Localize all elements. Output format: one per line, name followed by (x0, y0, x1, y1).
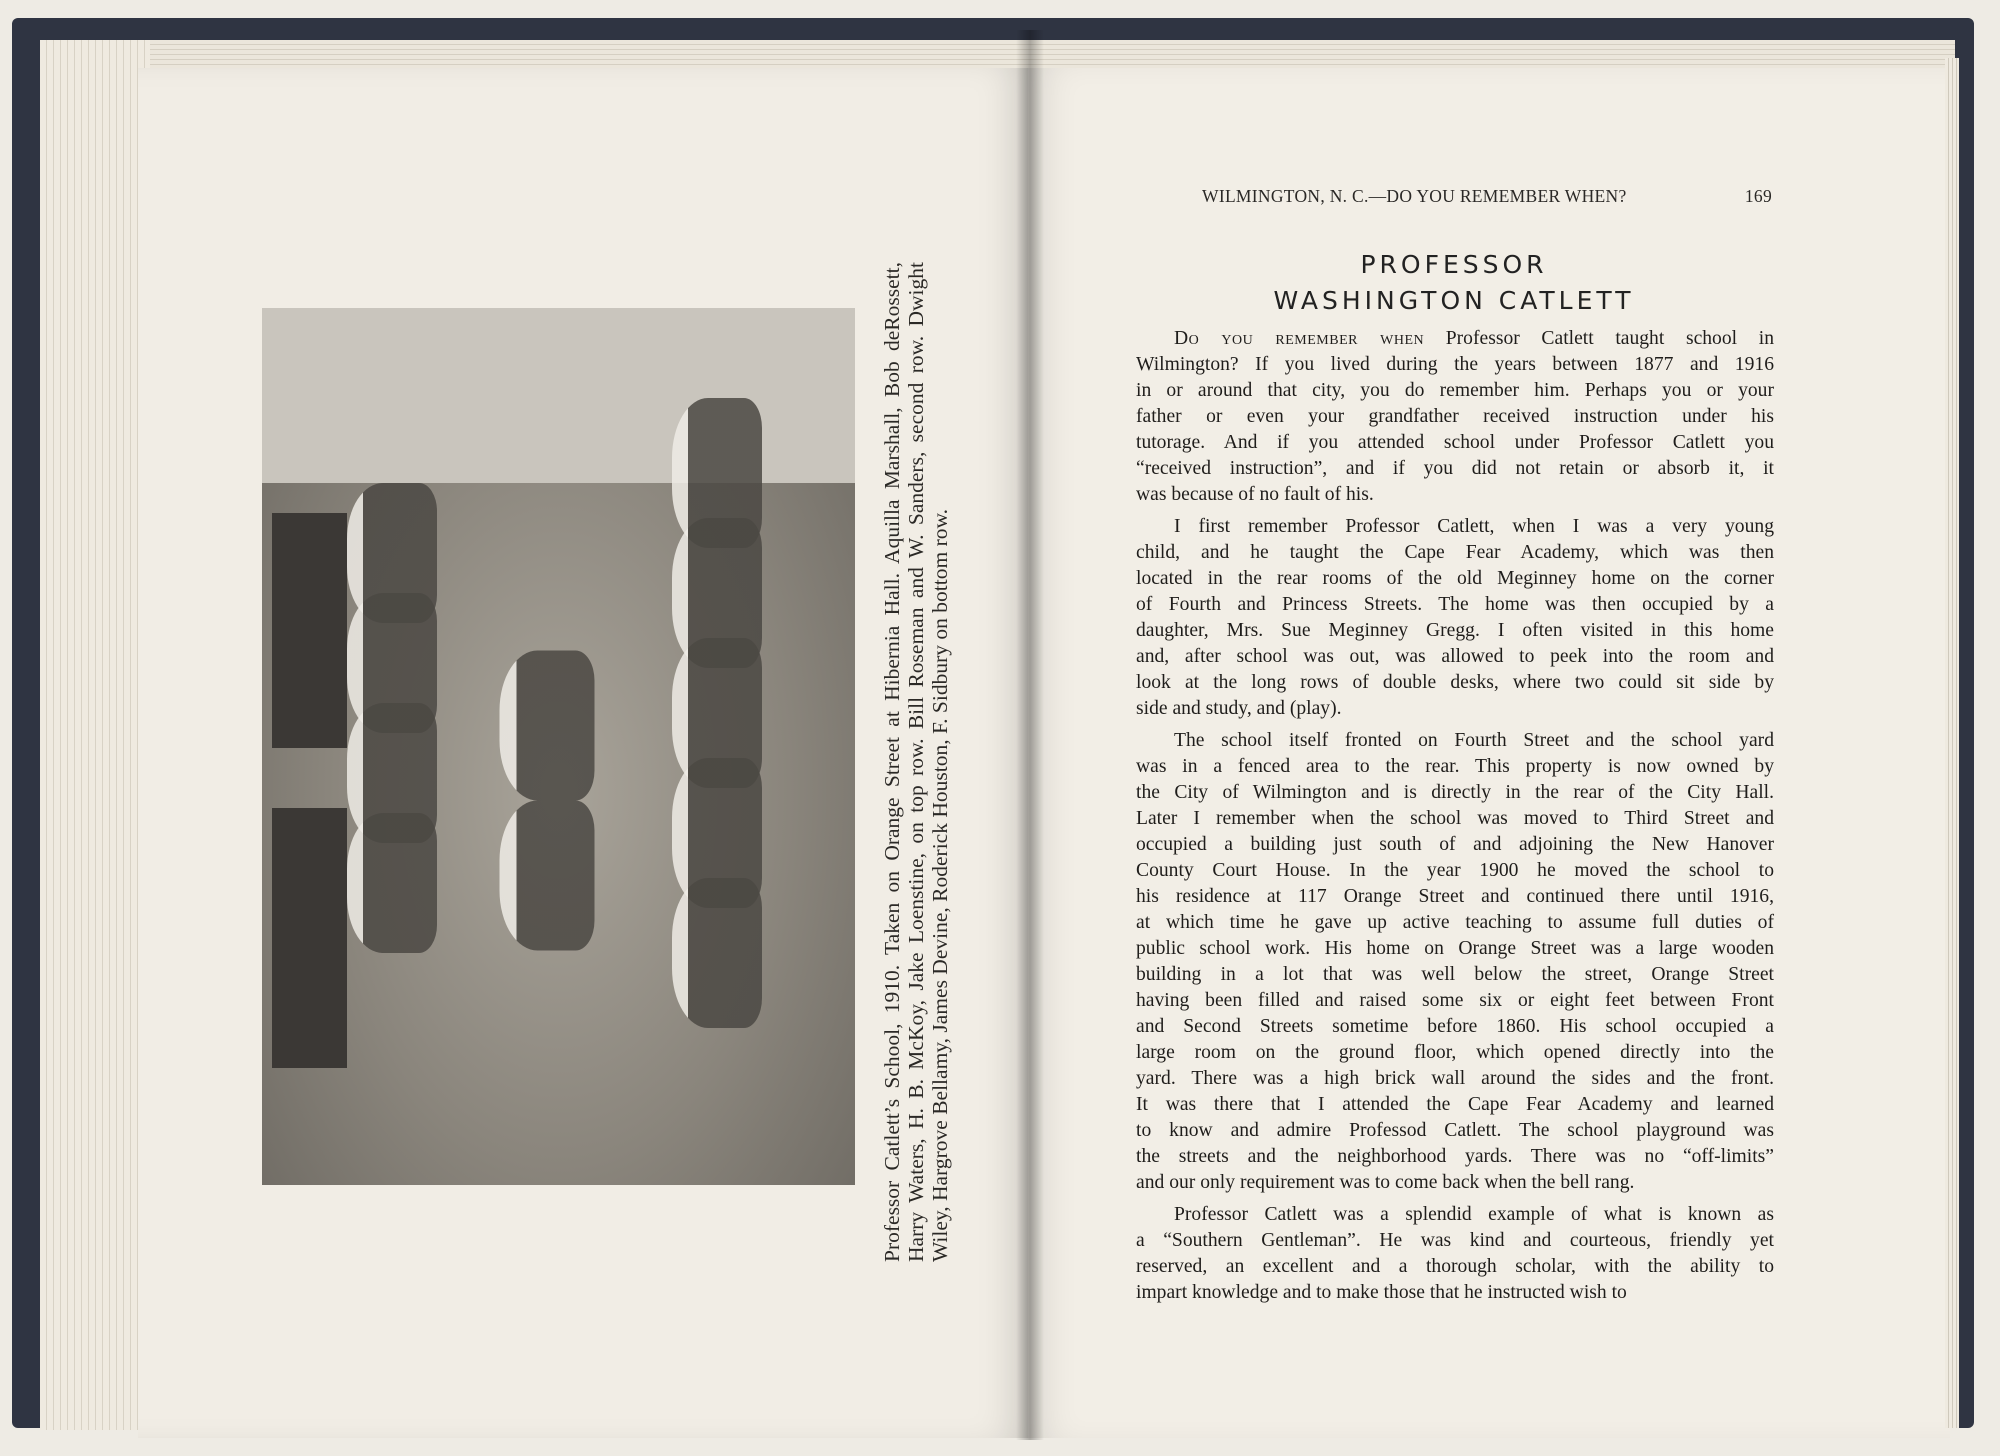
text-line-content: County Court House. In the year 1900 he moved the school to (1136, 860, 1774, 881)
text-line (1136, 988, 1774, 1014)
photo-figure (500, 801, 595, 951)
text-line-content: the streets and the neighborhood yards. There was no “off-limits” (1136, 1146, 1774, 1167)
text-line (1136, 832, 1774, 858)
text-line (1136, 1092, 1774, 1118)
chapter-title-line: WASHINGTON CATLETT (1273, 286, 1635, 315)
paragraph (1136, 326, 1774, 508)
text-line-content: the City of Wilmington and is directly in the rear of the City Hall. (1136, 782, 1774, 803)
text-line-content: located in the rear rooms of the old Meginney home on the corner (1136, 568, 1774, 589)
body-text (1136, 326, 1774, 1312)
text-line-content: was in a fenced area to the rear. This property is now owned by (1136, 756, 1774, 777)
page-number: 169 (1744, 186, 1772, 206)
running-head-title: WILMINGTON, N. C.—DO YOU REMEMBER WHEN? (1202, 186, 1627, 206)
text-line-content: Professor Catlett taught school in (1424, 328, 1774, 349)
text-line (1136, 780, 1774, 806)
caption-line: Wiley, Hargrove Bellamy, James Devine, Roderick Houston, F. Sidbury on bottom row. (928, 509, 952, 1262)
text-line-content: having been filled and raised some six or eight feet between Front (1136, 990, 1774, 1011)
photo-figure (500, 651, 595, 801)
running-head (1202, 186, 1772, 207)
photo-wall (262, 308, 855, 483)
text-line (1136, 1202, 1774, 1228)
text-line-content: impart knowledge and to make those that he instructed wish to (1136, 1282, 1627, 1303)
chapter-title (1136, 247, 1772, 319)
text-line-content: large room on the ground floor, which opened directly into the (1136, 1042, 1774, 1063)
text-line-content: side and study, and (play). (1136, 698, 1342, 719)
text-line-content: child, and he taught the Cape Fear Academy, which was then (1136, 542, 1774, 563)
text-line (1136, 754, 1774, 780)
text-line-content: his residence at 117 Orange Street and continued there until 1916, (1136, 886, 1774, 907)
text-line (1136, 1014, 1774, 1040)
group-photograph (262, 308, 855, 1185)
text-line (1136, 884, 1774, 910)
text-line (1136, 858, 1774, 884)
page-edges-top (40, 40, 1955, 70)
text-line (1136, 1280, 1774, 1306)
text-line (1136, 430, 1774, 456)
photo-figure (672, 398, 762, 548)
paragraph (1136, 514, 1774, 722)
text-line (1136, 404, 1774, 430)
text-line-content: tutorage. And if you attended school under Professor Catlett you (1136, 432, 1774, 453)
text-line-content: I first remember Professor Catlett, when I was a very young (1174, 516, 1774, 537)
text-line-content: was because of no fault of his. (1136, 484, 1374, 505)
text-line (1136, 670, 1774, 696)
text-line (1136, 1118, 1774, 1144)
paragraph-gap (1136, 1306, 1774, 1312)
text-line-content: and, after school was out, was allowed to peek into the room and (1136, 646, 1774, 667)
text-line (1136, 1228, 1774, 1254)
text-line (1136, 1040, 1774, 1066)
text-line-content: at which time he gave up active teaching to assume full duties of (1136, 912, 1774, 933)
text-line-content: in or around that city, you do remember him. Perhaps you or your (1136, 380, 1774, 401)
text-line (1136, 1144, 1774, 1170)
text-line (1136, 592, 1774, 618)
text-line-content: “received instruction”, and if you did not retain or absorb it, it (1136, 458, 1774, 479)
text-line (1136, 566, 1774, 592)
text-line-content: a “Southern Gentleman”. He was kind and courteous, friendly yet (1136, 1230, 1774, 1251)
photo-figure (347, 483, 437, 623)
text-line-content: and our only requirement was to come back when the bell rang. (1136, 1172, 1635, 1193)
text-line (1136, 910, 1774, 936)
text-line-content: and Second Streets sometime before 1860. His school occupied a (1136, 1016, 1774, 1037)
text-line-content: daughter, Mrs. Sue Meginney Gregg. I often visited in this home (1136, 620, 1774, 641)
photo-doorway (272, 513, 347, 748)
text-line (1136, 540, 1774, 566)
text-line (1136, 962, 1774, 988)
text-line (1136, 1066, 1774, 1092)
caption-line: Professor Catlett’s School, 1910. Taken on Orange Street at Hibernia Hall. Aquilla Marshall, Bob deRossett, (880, 262, 904, 1262)
chapter-title-line: PROFESSOR (1360, 250, 1548, 279)
text-line (1136, 728, 1774, 754)
text-line-content: occupied a building just south of and adjoining the New Hanover (1136, 834, 1774, 855)
text-line (1136, 936, 1774, 962)
photo-caption (880, 262, 952, 1262)
book-gutter (1016, 30, 1044, 1440)
text-line (1136, 456, 1774, 482)
text-line-content: look at the long rows of double desks, where two could sit side by (1136, 672, 1774, 693)
text-line-content: building in a lot that was well below the street, Orange Street (1136, 964, 1774, 985)
paragraph (1136, 1202, 1774, 1306)
text-line-content: It was there that I attended the Cape Fear Academy and learned (1136, 1094, 1774, 1115)
page-edges-right (1945, 58, 1959, 1428)
text-line (1136, 482, 1774, 508)
text-line-content: public school work. His home on Orange Street was a large wooden (1136, 938, 1774, 959)
text-line-content: The school itself fronted on Fourth Street and the school yard (1174, 730, 1774, 751)
text-line-content: Professor Catlett was a splendid example of what is known as (1174, 1204, 1774, 1225)
page-edges-left (40, 40, 150, 1430)
text-line (1136, 326, 1774, 352)
text-line (1136, 378, 1774, 404)
text-line (1136, 1170, 1774, 1196)
text-line-content: father or even your grandfather received instruction under his (1136, 406, 1774, 427)
paragraph (1136, 728, 1774, 1196)
photo-doorway (272, 808, 347, 1068)
text-line (1136, 806, 1774, 832)
text-line-content: of Fourth and Princess Streets. The home was then occupied by a (1136, 594, 1774, 615)
text-line (1136, 1254, 1774, 1280)
text-line (1136, 352, 1774, 378)
text-line-content: yard. There was a high brick wall around the sides and the front. (1136, 1068, 1774, 1089)
text-line-content: to know and admire Professod Catlett. The school playground was (1136, 1120, 1774, 1141)
text-line-content: Later I remember when the school was moved to Third Street and (1136, 808, 1774, 829)
text-line (1136, 696, 1774, 722)
text-line-content: reserved, an excellent and a thorough scholar, with the ability to (1136, 1256, 1774, 1277)
text-line (1136, 514, 1774, 540)
lead-in: Do you remember when (1174, 328, 1425, 349)
text-line-content: Wilmington? If you lived during the years between 1877 and 1916 (1136, 354, 1774, 375)
text-line (1136, 618, 1774, 644)
caption-line: Harry Waters, H. B. McKoy, Jake Loenstine, on top row. Bill Roseman and W. Sanders, second row. Dwight (904, 262, 928, 1262)
text-line (1136, 644, 1774, 670)
